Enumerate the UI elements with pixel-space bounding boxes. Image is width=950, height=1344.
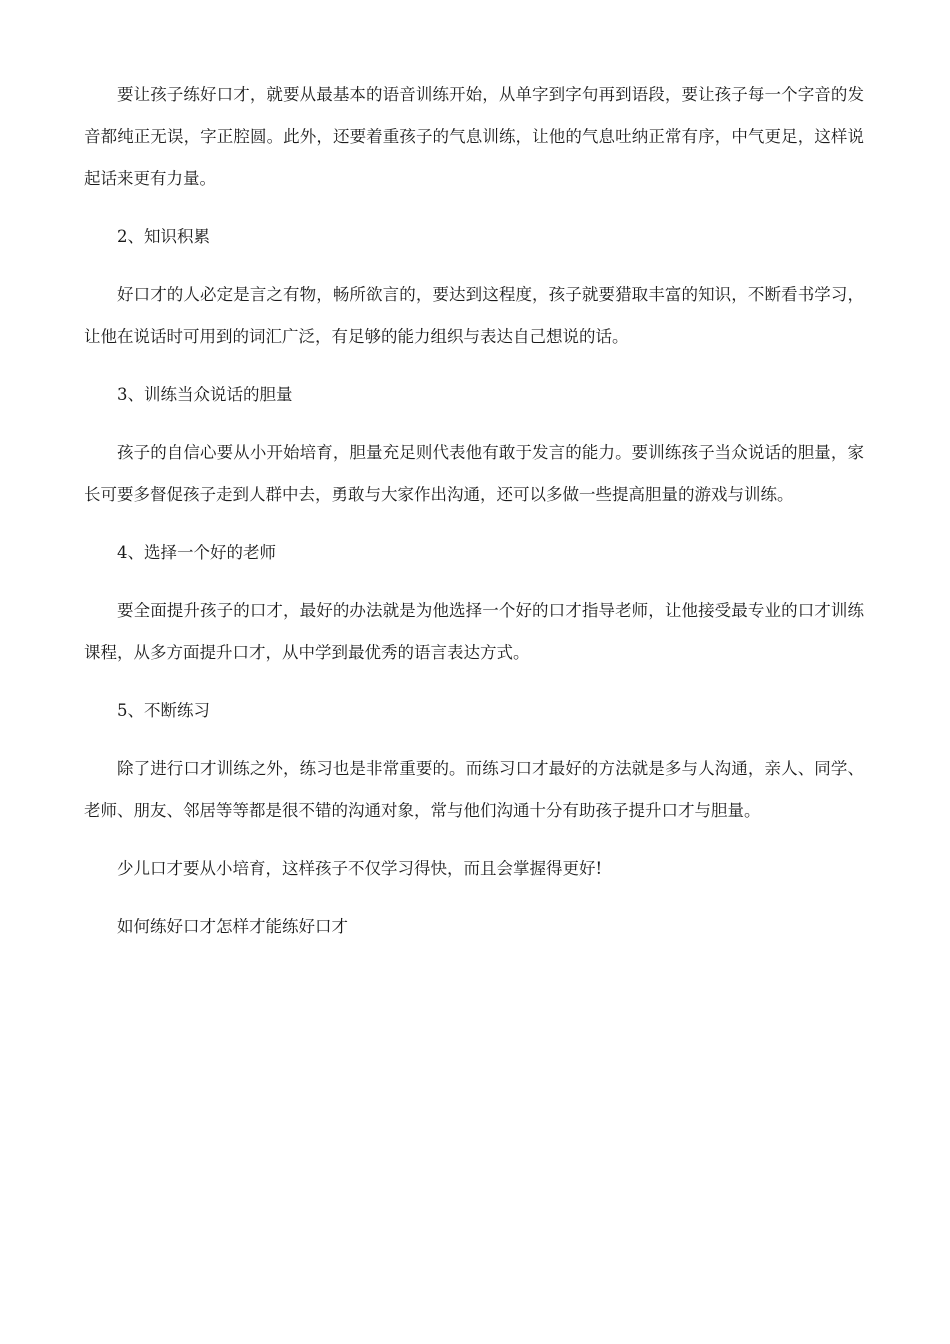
section-heading-teacher: 4、选择一个好的老师 (117, 543, 276, 562)
paragraph-conclusion: 少儿口才要从小培育，这样孩子不仅学习得快，而且会掌握得更好! (117, 859, 603, 878)
document-body (84, 74, 864, 964)
paragraph-pronunciation-training: 要让孩子练好口才，就要从最基本的语音训练开始，从单字到字句再到语段，要让孩子每一个字音的发音都纯正无误，字正腔圆。此外，还要着重孩子的气息训练，让他的气息吐纳正常有序，中气更足，这样说起话来更有力量。 (84, 85, 864, 188)
section-heading-knowledge: 2、知识积累 (117, 227, 210, 246)
section-heading-practice: 5、不断练习 (117, 701, 210, 720)
next-title: 如何练好口才怎样才能练好口才 (117, 917, 348, 936)
paragraph-knowledge: 好口才的人必定是言之有物，畅所欲言的，要达到这程度，孩子就要猎取丰富的知识，不断看书学习，让他在说话时可用到的词汇广泛，有足够的能力组织与表达自己想说的话。 (84, 285, 864, 346)
paragraph-practice: 除了进行口才训练之外，练习也是非常重要的。而练习口才最好的方法就是多与人沟通，亲人、同学、老师、朋友、邻居等等都是很不错的沟通对象，常与他们沟通十分有助孩子提升口才与胆量。 (84, 759, 864, 820)
paragraph-teacher: 要全面提升孩子的口才，最好的办法就是为他选择一个好的口才指导老师，让他接受最专业的口才训练课程，从多方面提升口才，从中学到最优秀的语言表达方式。 (84, 601, 864, 662)
paragraph-courage: 孩子的自信心要从小开始培育，胆量充足则代表他有敢于发言的能力。要训练孩子当众说话的胆量，家长可要多督促孩子走到人群中去，勇敢与大家作出沟通，还可以多做一些提高胆量的游戏与训练。 (84, 443, 864, 504)
section-heading-courage: 3、训练当众说话的胆量 (117, 385, 293, 404)
